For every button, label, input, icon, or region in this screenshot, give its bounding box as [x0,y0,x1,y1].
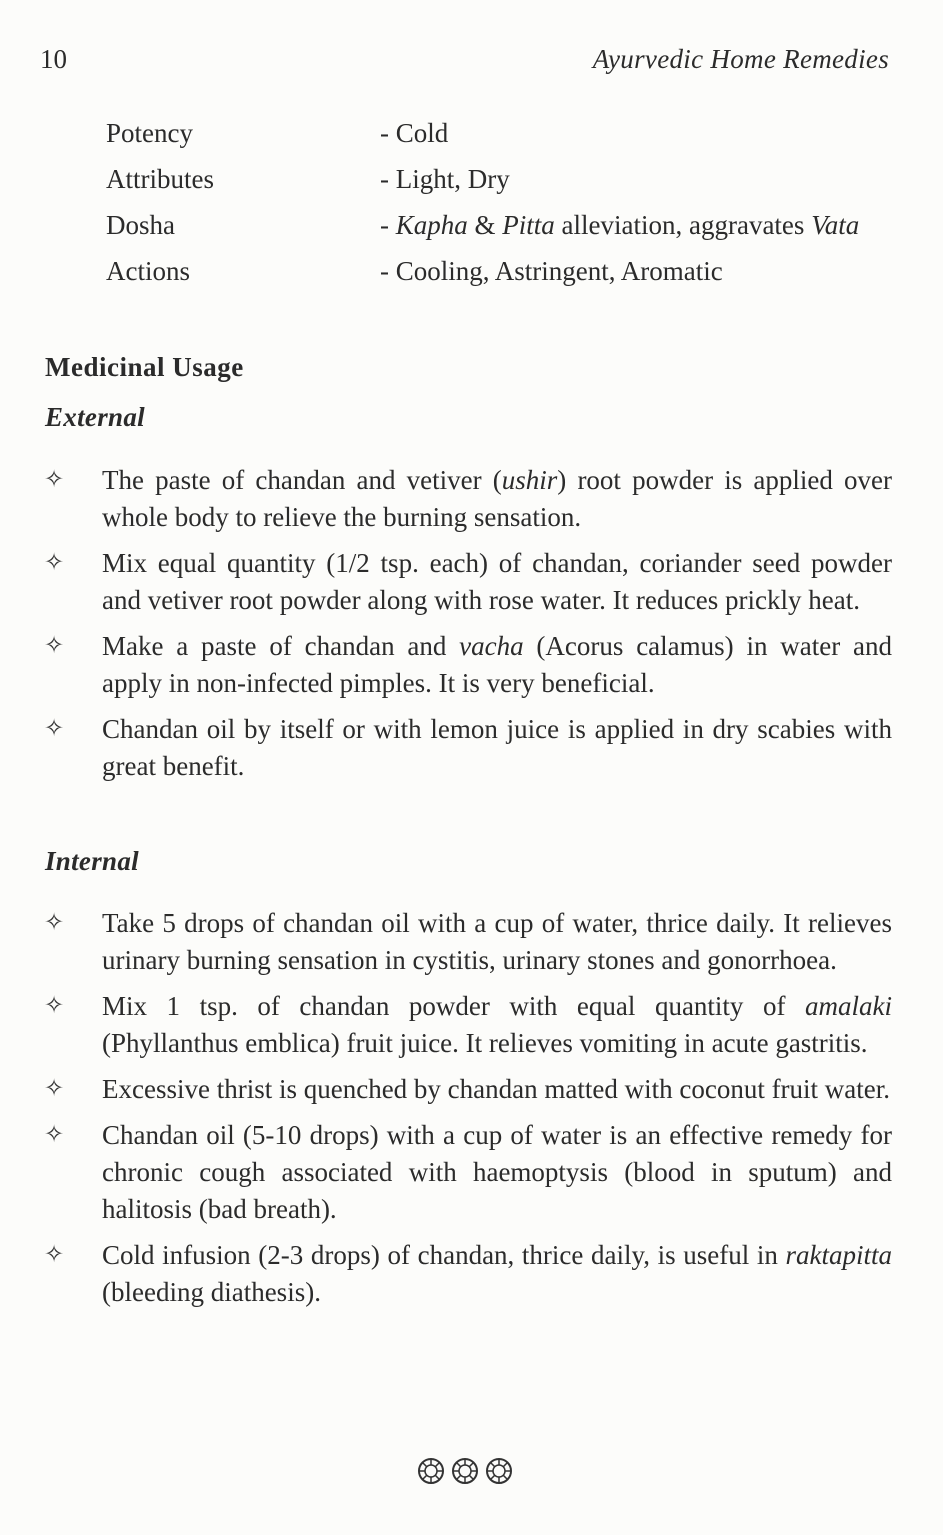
list-item: ✧ Take 5 drops of chandan oil with a cup of water, thrice daily. It relieves urinary burning sensation in cystitis, urinary stones and gonorrhoea. [44,905,892,979]
floral-ornament-icon [484,1456,514,1486]
list-item: ✧ Make a paste of chandan and vacha (Acorus calamus) in water and apply in non-infected pimples. It is very beneficial. [44,628,892,702]
list-item: ✧ Mix equal quantity (1/2 tsp. each) of chandan, coriander seed powder and vetiver root powder along with rose water. It reduces prickly heat. [44,545,892,619]
end-ornament [416,1456,514,1486]
four-point-star-icon: ✧ [44,1242,65,1268]
page-number: 10 [40,44,67,74]
property-row-attributes [106,160,906,198]
four-point-star-icon: ✧ [44,910,65,936]
property-label: Attributes [106,164,214,194]
property-label: Dosha [106,210,175,240]
property-value: - Cooling, Astringent, Aromatic [380,256,723,286]
internal-list [44,905,892,1320]
properties-list [106,114,906,298]
four-point-star-icon: ✧ [44,550,65,576]
property-row-actions [106,252,906,290]
list-item: ✧ Mix 1 tsp. of chandan powder with equal quantity of amalaki (Phyllanthus emblica) fruit juice. It relieves vomiting in acute gastritis. [44,988,892,1062]
four-point-star-icon: ✧ [44,467,65,493]
external-list [44,462,892,794]
four-point-star-icon: ✧ [44,1076,65,1102]
term-vata: Vata [811,210,860,240]
four-point-star-icon: ✧ [44,716,65,742]
floral-ornament-icon [416,1456,446,1486]
running-head [40,44,889,84]
list-item: ✧ Excessive thrist is quenched by chandan matted with coconut fruit water. [44,1071,892,1108]
property-value: - Cold [380,118,449,148]
property-value: - Kapha & Pitta alleviation, aggravates Vata [380,210,860,240]
four-point-star-icon: ✧ [44,1122,65,1148]
list-item: ✧ Chandan oil (5-10 drops) with a cup of water is an effective remedy for chronic cough associated with haemoptysis (blood in sputum) and halitosis (bad breath). [44,1117,892,1228]
property-label: Potency [106,118,193,148]
internal-heading: Internal [45,846,139,876]
book-title: Ayurvedic Home Remedies [592,44,889,74]
list-item: ✧ Cold infusion (2-3 drops) of chandan, thrice daily, is useful in raktapitta (bleeding diathesis). [44,1237,892,1311]
four-point-star-icon: ✧ [44,633,65,659]
section-heading: Medicinal Usage [45,352,244,382]
property-row-dosha [106,206,906,244]
floral-ornament-icon [450,1456,480,1486]
external-heading: External [45,402,145,432]
list-item: ✧ Chandan oil by itself or with lemon juice is applied in dry scabies with great benefit. [44,711,892,785]
term-kapha: Kapha [395,210,468,240]
term-pitta: Pitta [502,210,555,240]
list-item: ✧ The paste of chandan and vetiver (ushir) root powder is applied over whole body to relieve the burning sensation. [44,462,892,536]
property-label: Actions [106,256,190,286]
four-point-star-icon: ✧ [44,993,65,1019]
property-value: - Light, Dry [380,164,510,194]
property-row-potency [106,114,906,152]
